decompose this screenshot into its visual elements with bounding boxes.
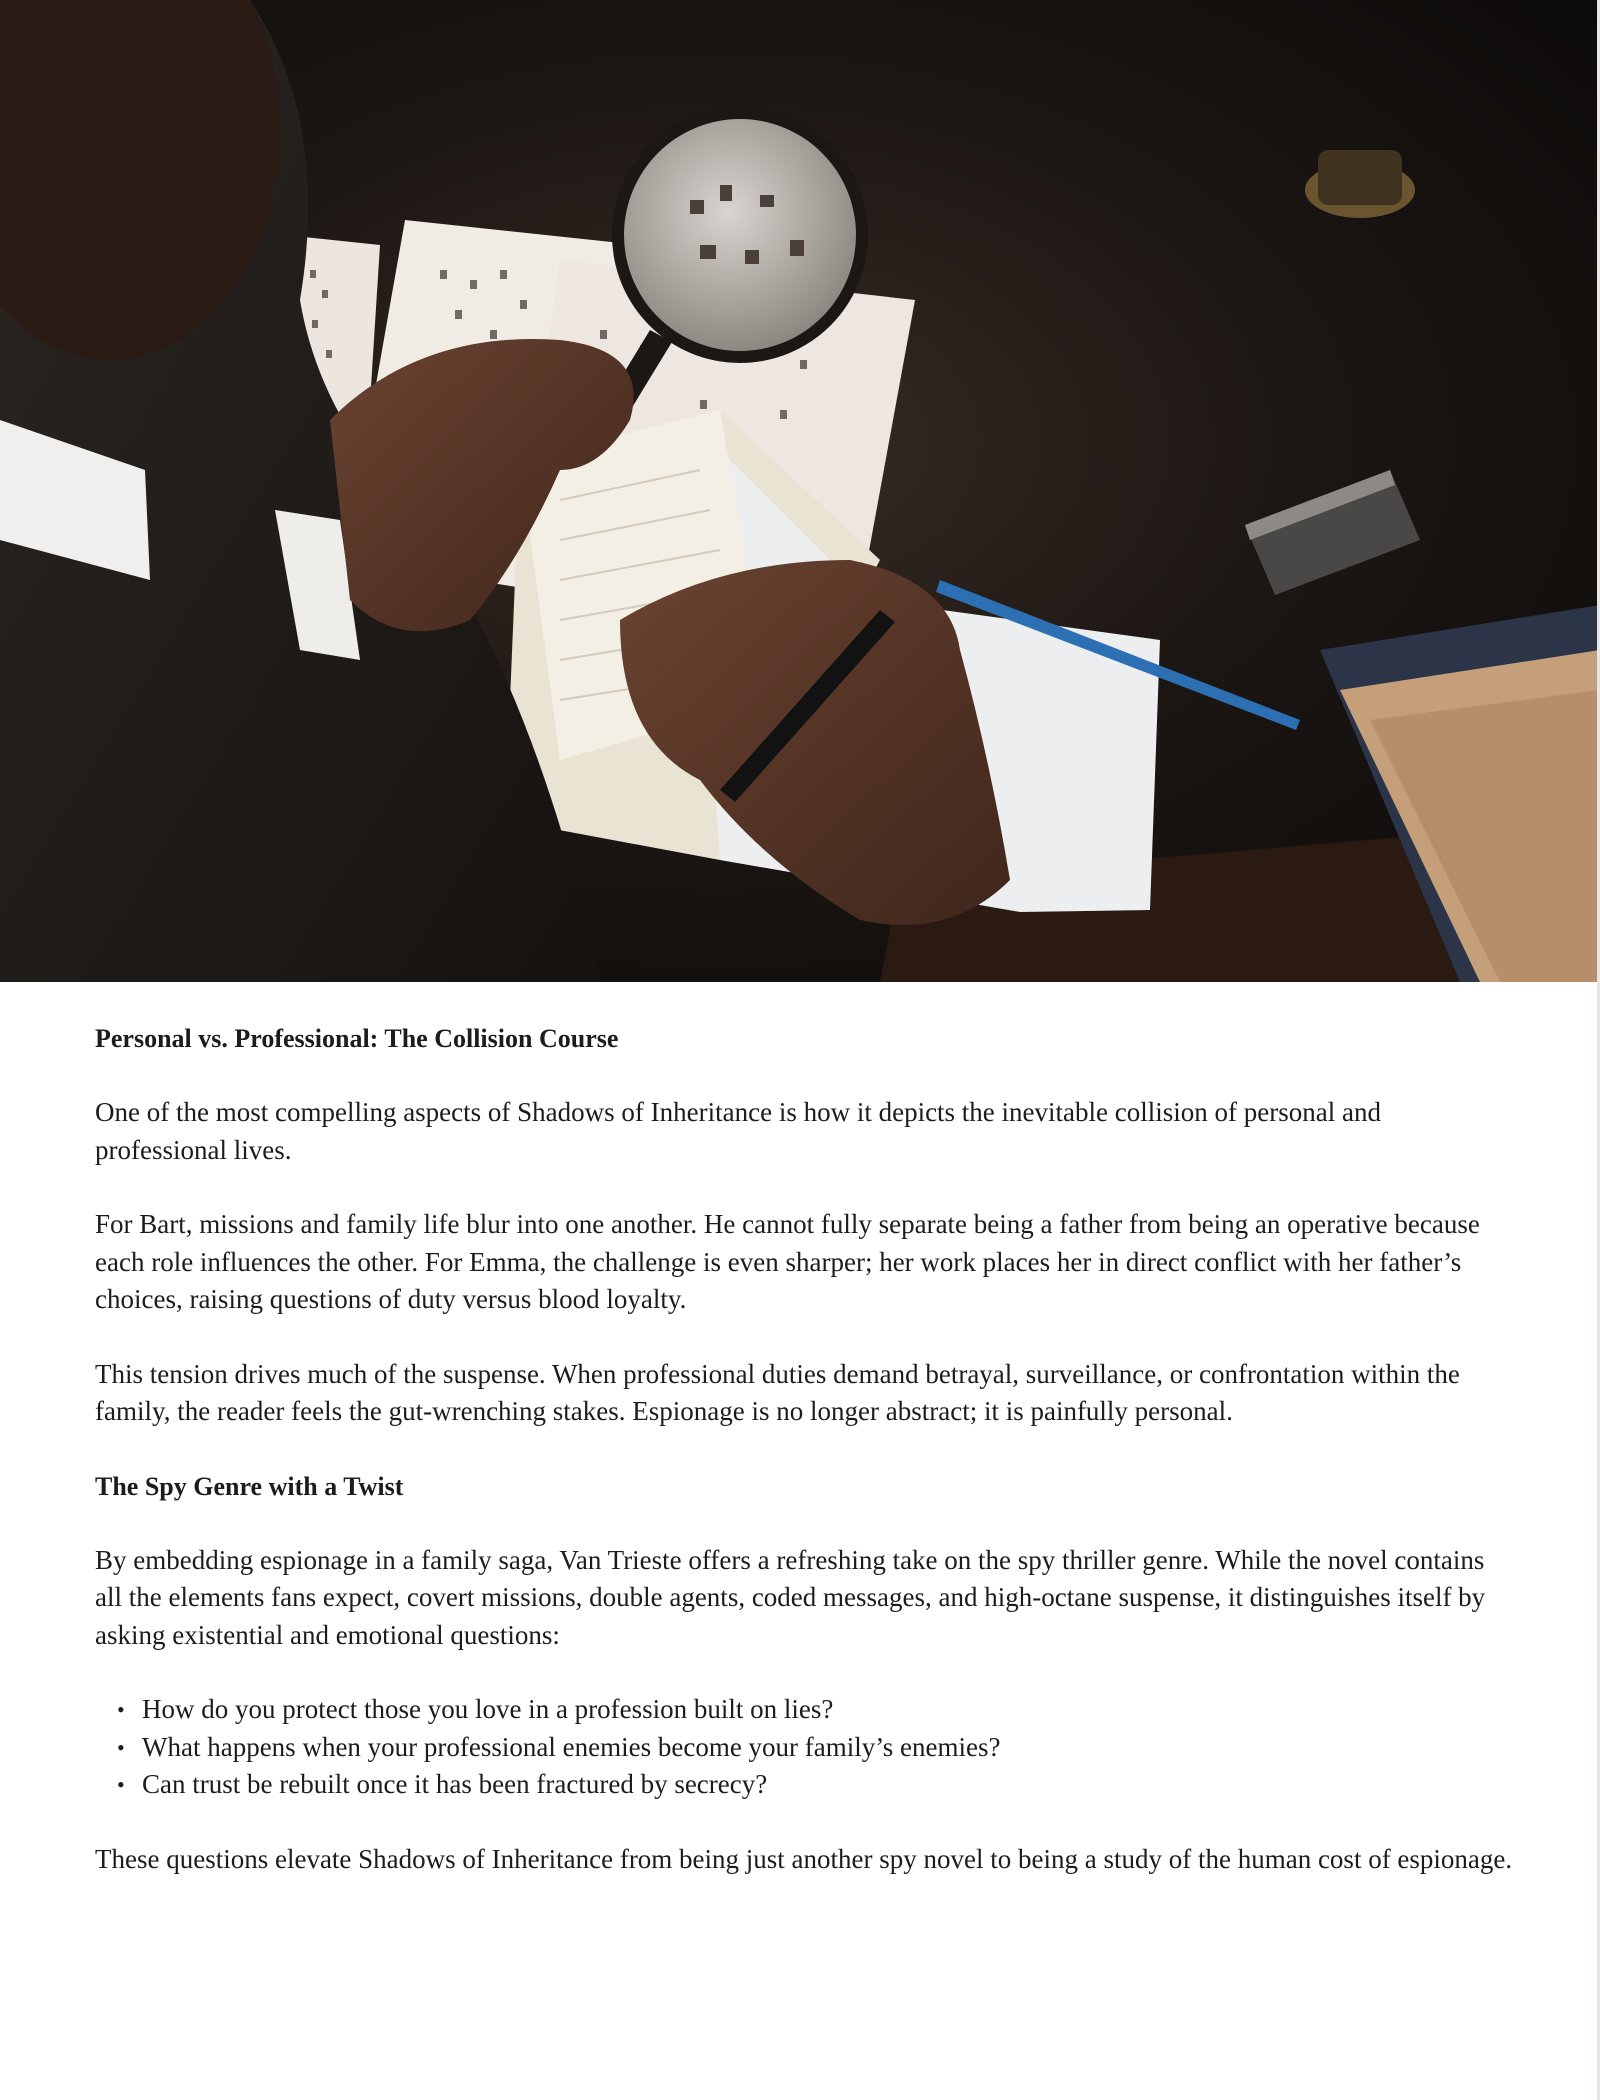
list-item [95,1691,1515,1729]
paragraph: For Bart, missions and family life blur into one another. He cannot fully separate being a father from being an operative because each role influences the other. For Emma, the challenge is even sharper; her work places her in direct conflict with her father’s choices, raising questions of duty versus blood loyalty. [95,1209,1480,1314]
list-item-text: What happens when your professional enemies become your family’s enemies? [142,1731,1001,1762]
bullet-icon: • [117,1697,125,1722]
question-list [95,1691,1515,1804]
section-heading: The Spy Genre with a Twist [95,1471,404,1501]
list-item-text: How do you protect those you love in a profession built on lies? [142,1694,834,1724]
list-item [95,1729,1515,1767]
paragraph: One of the most compelling aspects of Shadows of Inheritance is how it depicts the inevitable collision of personal and professional lives. [95,1097,1381,1165]
paragraph: These questions elevate Shadows of Inheritance from being just another spy novel to being a study of the human cost of espionage. [95,1843,1513,1874]
hero-image [0,0,1600,982]
paragraph: By embedding espionage in a family saga, Van Trieste offers a refreshing take on the spy thriller genre. While the novel contains all the elements fans expect, covert missions, double agents, coded messages, and high-octane suspense, it distinguishes itself by asking existential and emotional questions: [95,1544,1486,1650]
list-item-text: Can trust be rebuilt once it has been fractured by secrecy? [142,1769,768,1799]
list-item [95,1766,1515,1804]
hero-photo-illustration [0,0,1600,982]
paragraph: This tension drives much of the suspense. When professional duties demand betrayal, surveillance, or confrontation within the family, the reader feels the gut-wrenching stakes. Espionage is no longer abstract; it is painfully personal. [95,1358,1460,1426]
bullet-icon: • [117,1772,125,1797]
article-body [95,1020,1515,1915]
section-heading: Personal vs. Professional: The Collision Course [95,1024,619,1053]
bullet-icon: • [117,1734,125,1760]
